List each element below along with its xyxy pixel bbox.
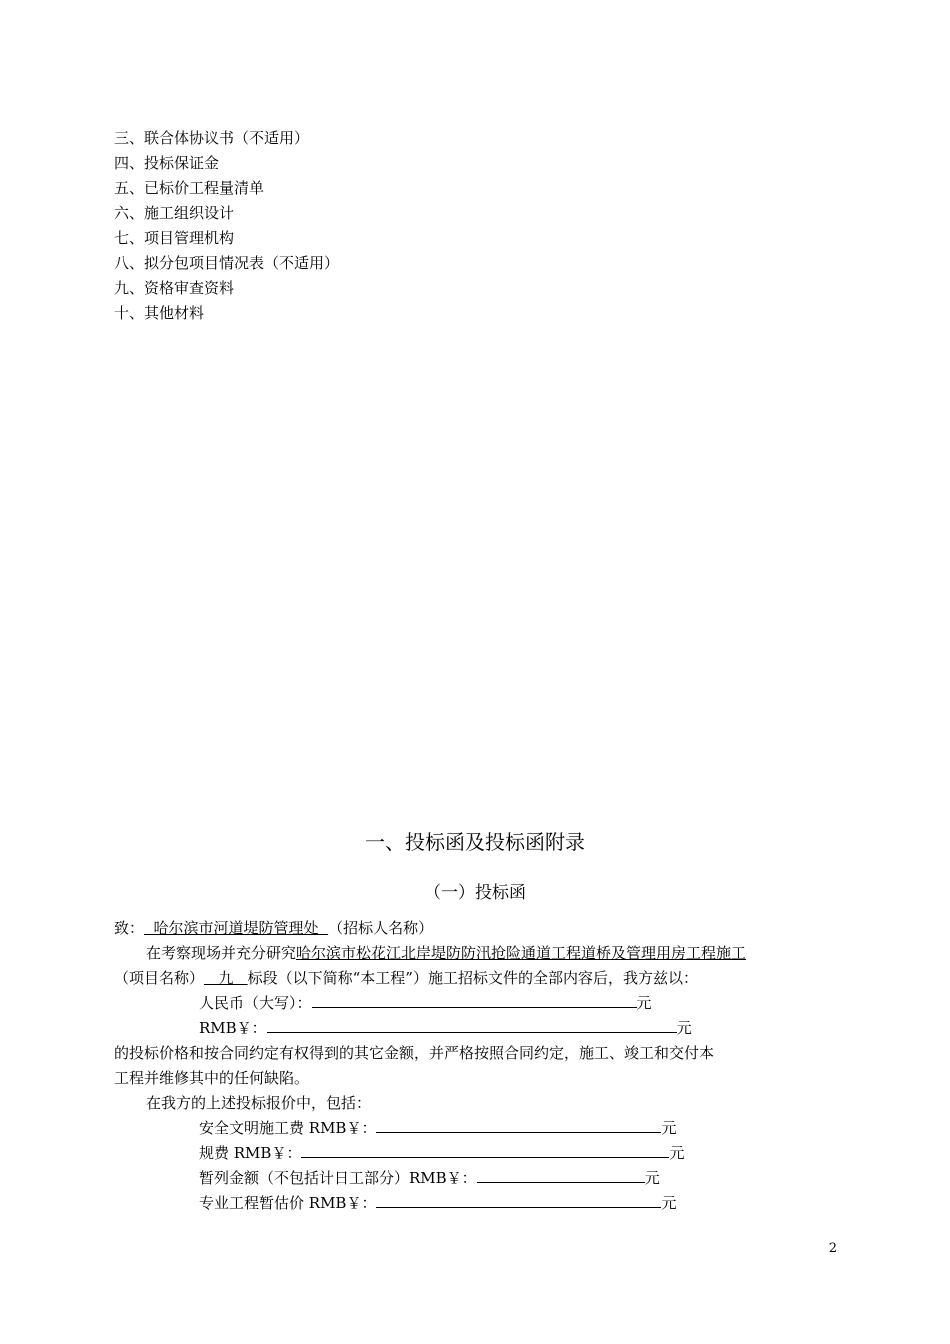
contents-item: 八、拟分包项目情况表（不适用） [114, 254, 340, 272]
safety-fee-line [199, 1116, 676, 1140]
unit-label: 元 [661, 1119, 677, 1137]
field-label: 暂列金额（不包括计日工部分）RMB￥： [199, 1169, 477, 1187]
unit-label: 元 [661, 1194, 677, 1212]
contents-list [114, 126, 339, 326]
field-label: 人民币（大写）： [199, 994, 312, 1012]
paragraph-text: 标段（以下简称“本工程”）施工招标文件的全部内容后，我方兹以： [247, 969, 698, 987]
paragraph-line [146, 941, 746, 965]
amount-figures-line [199, 1016, 692, 1040]
specialty-estimate-blank [376, 1192, 661, 1208]
contents-item: 九、资格审查资料 [114, 279, 235, 297]
field-label: 专业工程暂估价 RMB￥： [199, 1194, 377, 1212]
regulatory-fee-blank [301, 1142, 669, 1158]
recipient-note: （招标人名称） [328, 919, 434, 937]
paragraph-line: 在我方的上述投标报价中，包括： [146, 1094, 372, 1112]
amount-figures-blank [267, 1017, 677, 1033]
unit-label: 元 [636, 994, 652, 1012]
contents-item: 六、施工组织设计 [114, 204, 235, 222]
provisional-sum-line [199, 1166, 660, 1190]
contents-item: 四、投标保证金 [114, 154, 220, 172]
paragraph-line [114, 966, 698, 990]
specialty-estimate-line [199, 1191, 676, 1215]
contents-item: 三、联合体协议书（不适用） [114, 129, 310, 147]
field-label: RMB￥： [199, 1019, 267, 1037]
contents-item: 五、已标价工程量清单 [114, 179, 265, 197]
salutation-line [114, 916, 433, 940]
regulatory-fee-line [199, 1141, 684, 1165]
unit-label: 元 [669, 1144, 685, 1162]
safety-fee-blank [376, 1117, 661, 1133]
amount-words-blank [312, 992, 637, 1008]
unit-label: 元 [676, 1019, 692, 1037]
project-name: 哈尔滨市松花江北岸堤防防汛抢险通道工程道桥及管理用房工程施工 [296, 944, 747, 962]
amount-words-line [199, 991, 652, 1015]
paragraph-line: 工程并维修其中的任何缺陷。 [114, 1069, 310, 1087]
contents-item: 七、项目管理机构 [114, 229, 235, 247]
paragraph-text: （项目名称） [114, 969, 205, 987]
section-title: 一、投标函及投标函附录 [365, 830, 585, 854]
recipient-name: 哈尔滨市河道堤防管理处 [144, 919, 329, 937]
page-number: 2 [828, 1241, 837, 1256]
field-label: 规费 RMB￥： [199, 1144, 302, 1162]
provisional-sum-blank [477, 1167, 645, 1183]
paragraph-line: 的投标价格和按合同约定有权得到的其它金额，并严格按照合同约定，施工、竣工和交付本 [114, 1044, 715, 1062]
field-label: 安全文明施工费 RMB￥： [199, 1119, 377, 1137]
to-prefix: 致： [114, 919, 145, 937]
paragraph-text: 在考察现场并充分研究 [146, 944, 297, 962]
unit-label: 元 [644, 1169, 660, 1187]
contents-item: 十、其他材料 [114, 304, 205, 322]
section-number: 九 [204, 969, 248, 987]
subsection-title: （一）投标函 [424, 883, 526, 903]
